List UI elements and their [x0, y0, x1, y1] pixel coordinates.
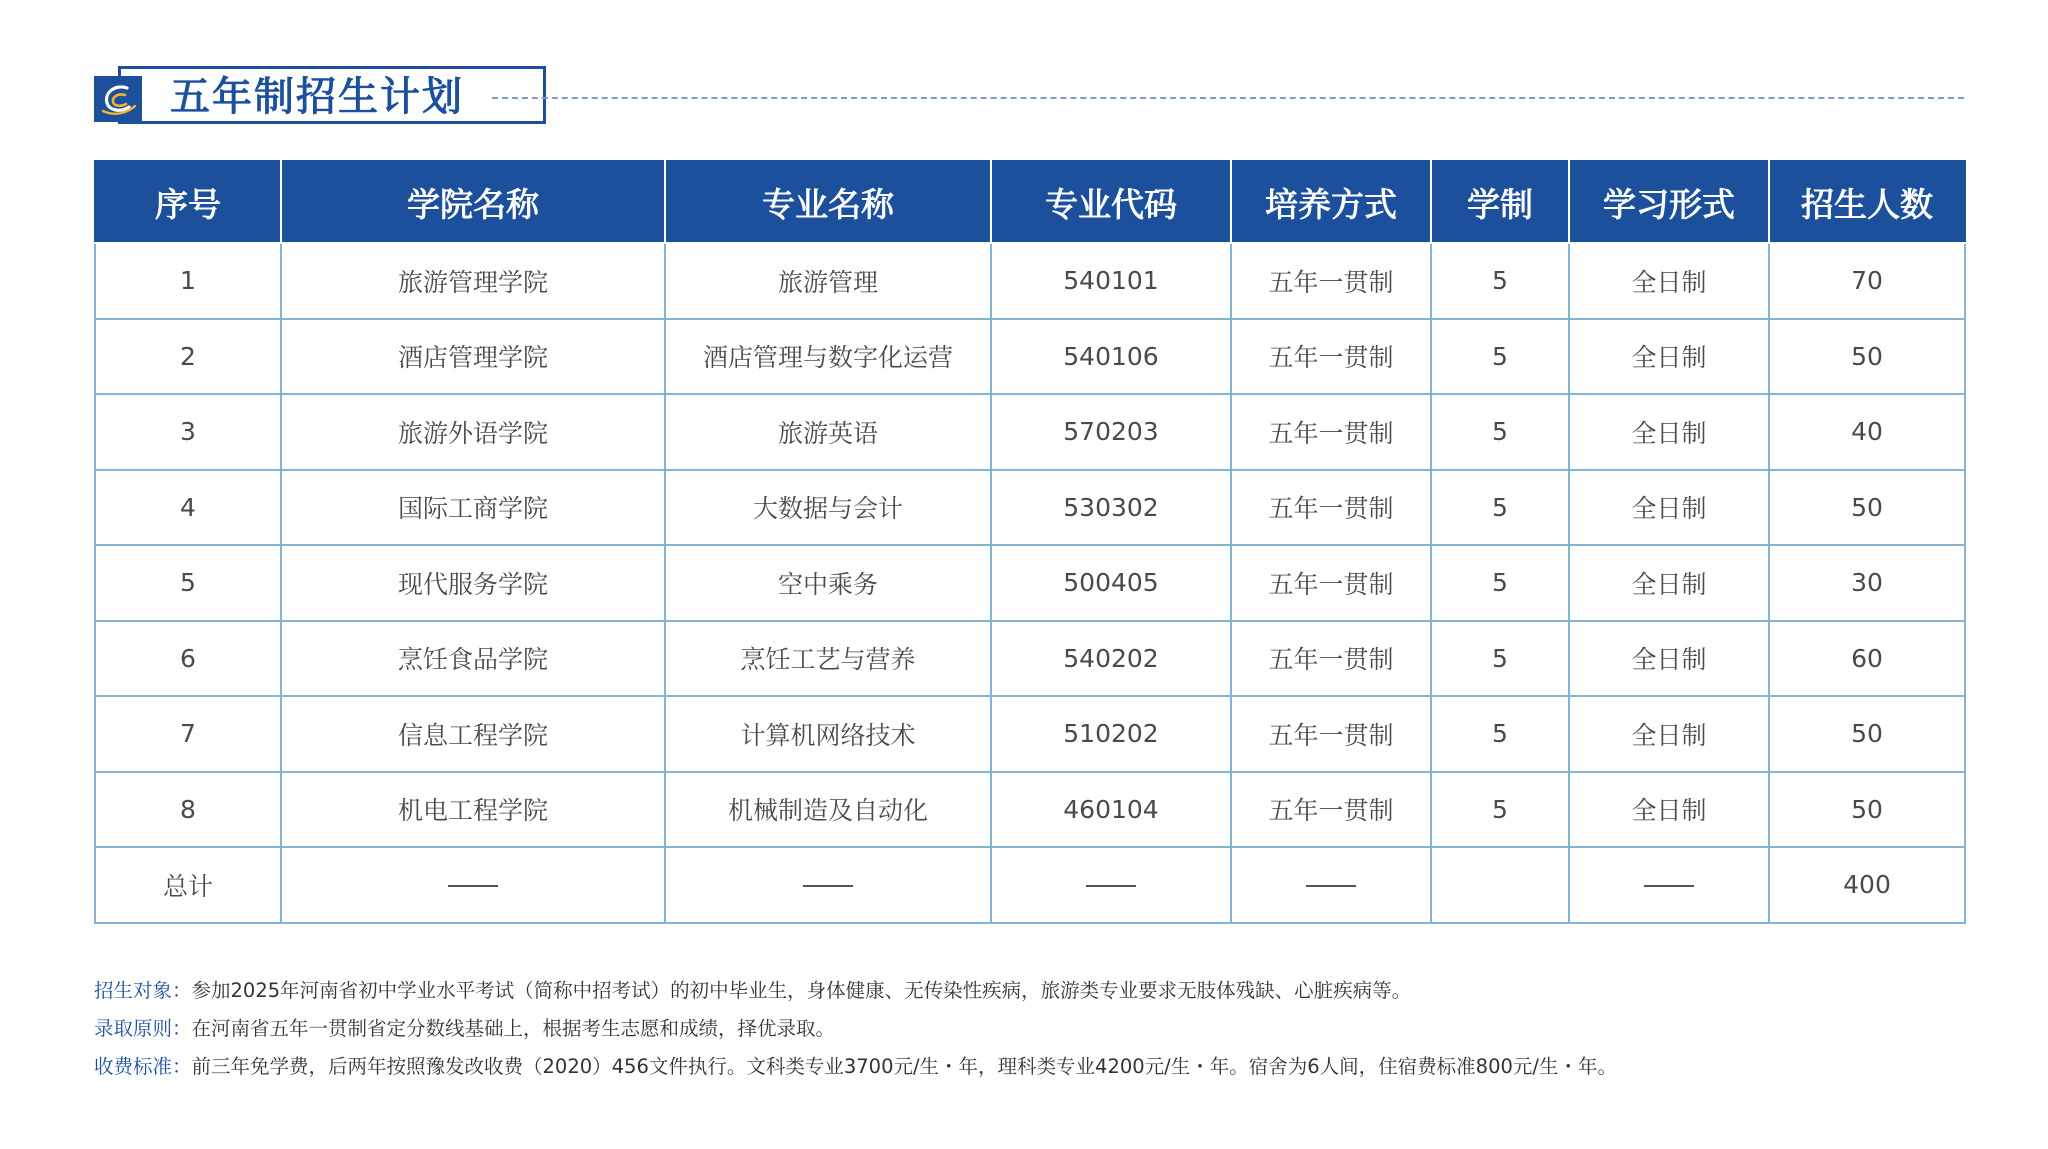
table-cell: 酒店管理与数字化运营 — [665, 319, 991, 395]
table-cell: 5 — [1431, 772, 1569, 848]
note-text: 参加2025年河南省初中学业水平考试（简称中招考试）的初中毕业生，身体健康、无传染性疾病，旅游类专业要求无肢体残缺、心脏疾病等。 — [191, 979, 1412, 1002]
table-cell: 大数据与会计 — [665, 470, 991, 546]
table-cell: 540101 — [991, 243, 1231, 319]
note-label: 招生对象： — [94, 979, 192, 1002]
table-cell — [1431, 847, 1569, 923]
title-divider — [492, 97, 1964, 99]
table-cell: 五年一贯制 — [1231, 545, 1431, 621]
table-row — [95, 319, 1965, 395]
dash-mark — [803, 885, 853, 887]
table-cell: 现代服务学院 — [281, 545, 665, 621]
table-cell: 机械制造及自动化 — [665, 772, 991, 848]
column-header: 专业代码 — [991, 161, 1231, 243]
table-cell: 540202 — [991, 621, 1231, 697]
note-admission-principle — [94, 1010, 1964, 1048]
total-row — [95, 847, 1965, 923]
table-cell: 5 — [1431, 319, 1569, 395]
table-cell: 全日制 — [1569, 621, 1769, 697]
table-cell: 烹饪工艺与营养 — [665, 621, 991, 697]
table-cell: 8 — [95, 772, 281, 848]
column-header: 学院名称 — [281, 161, 665, 243]
table-cell: 70 — [1769, 243, 1965, 319]
table-cell: 4 — [95, 470, 281, 546]
table-cell — [281, 847, 665, 923]
table-cell: 510202 — [991, 696, 1231, 772]
table-cell: 计算机网络技术 — [665, 696, 991, 772]
table-cell: 五年一贯制 — [1231, 621, 1431, 697]
table-row — [95, 772, 1965, 848]
table-cell: 五年一贯制 — [1231, 319, 1431, 395]
page-title: 五年制招生计划 — [170, 74, 464, 120]
table-row — [95, 545, 1965, 621]
table-cell: 旅游管理 — [665, 243, 991, 319]
table-cell: 信息工程学院 — [281, 696, 665, 772]
column-header: 学制 — [1431, 161, 1569, 243]
table-cell — [991, 847, 1231, 923]
dash-mark — [448, 885, 498, 887]
table-row — [95, 243, 1965, 319]
note-label: 收费标准： — [94, 1055, 192, 1078]
table-cell: 国际工商学院 — [281, 470, 665, 546]
enrollment-table — [94, 160, 1966, 924]
table-cell: 500405 — [991, 545, 1231, 621]
table-cell: 五年一贯制 — [1231, 772, 1431, 848]
table-cell: 全日制 — [1569, 319, 1769, 395]
table-cell: 570203 — [991, 394, 1231, 470]
table-cell: 空中乘务 — [665, 545, 991, 621]
table-cell: 50 — [1769, 319, 1965, 395]
table-cell: 6 — [95, 621, 281, 697]
table-row — [95, 394, 1965, 470]
table-cell: 50 — [1769, 772, 1965, 848]
total-value: 400 — [1769, 847, 1965, 923]
table-cell: 五年一贯制 — [1231, 243, 1431, 319]
column-header: 培养方式 — [1231, 161, 1431, 243]
table-cell: 烹饪食品学院 — [281, 621, 665, 697]
table-cell: 540106 — [991, 319, 1231, 395]
table-row — [95, 470, 1965, 546]
table-cell: 5 — [1431, 394, 1569, 470]
table-cell: 全日制 — [1569, 545, 1769, 621]
school-logo-icon — [94, 76, 142, 122]
section-header — [94, 66, 1964, 128]
note-text: 在河南省五年一贯制省定分数线基础上，根据考生志愿和成绩，择优录取。 — [191, 1017, 836, 1040]
table-cell: 全日制 — [1569, 243, 1769, 319]
table-cell: 旅游英语 — [665, 394, 991, 470]
table-cell: 全日制 — [1569, 470, 1769, 546]
column-header: 序号 — [95, 161, 281, 243]
table-cell: 3 — [95, 394, 281, 470]
table-cell: 7 — [95, 696, 281, 772]
table-row — [95, 621, 1965, 697]
table-cell: 5 — [95, 545, 281, 621]
table-cell: 全日制 — [1569, 696, 1769, 772]
table-cell: 460104 — [991, 772, 1231, 848]
table-cell: 40 — [1769, 394, 1965, 470]
dash-mark — [1086, 885, 1136, 887]
table-cell: 5 — [1431, 696, 1569, 772]
table-header-row — [95, 161, 1965, 243]
table-cell: 60 — [1769, 621, 1965, 697]
table-cell — [1569, 847, 1769, 923]
dash-mark — [1306, 885, 1356, 887]
total-label: 总计 — [95, 847, 281, 923]
column-header: 学习形式 — [1569, 161, 1769, 243]
table-cell: 530302 — [991, 470, 1231, 546]
note-label: 录取原则： — [94, 1017, 192, 1040]
dash-mark — [1644, 885, 1694, 887]
table-cell: 1 — [95, 243, 281, 319]
table-cell: 50 — [1769, 696, 1965, 772]
table-cell: 5 — [1431, 545, 1569, 621]
note-text: 前三年免学费，后两年按照豫发改收费（2020）456文件执行。文科类专业3700元/生・年，理科类专业4200元/生・年。宿舍为6人间，住宿费标准800元/生・年。 — [191, 1055, 1617, 1078]
table-row — [95, 696, 1965, 772]
table-cell: 全日制 — [1569, 772, 1769, 848]
note-enrollment-target — [94, 972, 1964, 1010]
table-cell: 旅游外语学院 — [281, 394, 665, 470]
table-cell: 五年一贯制 — [1231, 696, 1431, 772]
table-cell: 旅游管理学院 — [281, 243, 665, 319]
note-fee-standard — [94, 1048, 1964, 1086]
column-header: 专业名称 — [665, 161, 991, 243]
table-cell: 五年一贯制 — [1231, 394, 1431, 470]
table-cell: 机电工程学院 — [281, 772, 665, 848]
table-cell: 全日制 — [1569, 394, 1769, 470]
table-cell: 2 — [95, 319, 281, 395]
table-cell: 50 — [1769, 470, 1965, 546]
table-cell: 5 — [1431, 243, 1569, 319]
table-cell: 30 — [1769, 545, 1965, 621]
table-cell — [665, 847, 991, 923]
notes-section — [94, 972, 1964, 1086]
table-cell: 五年一贯制 — [1231, 470, 1431, 546]
table-cell: 5 — [1431, 621, 1569, 697]
table-cell: 5 — [1431, 470, 1569, 546]
table-cell: 酒店管理学院 — [281, 319, 665, 395]
table-cell — [1231, 847, 1431, 923]
column-header: 招生人数 — [1769, 161, 1965, 243]
